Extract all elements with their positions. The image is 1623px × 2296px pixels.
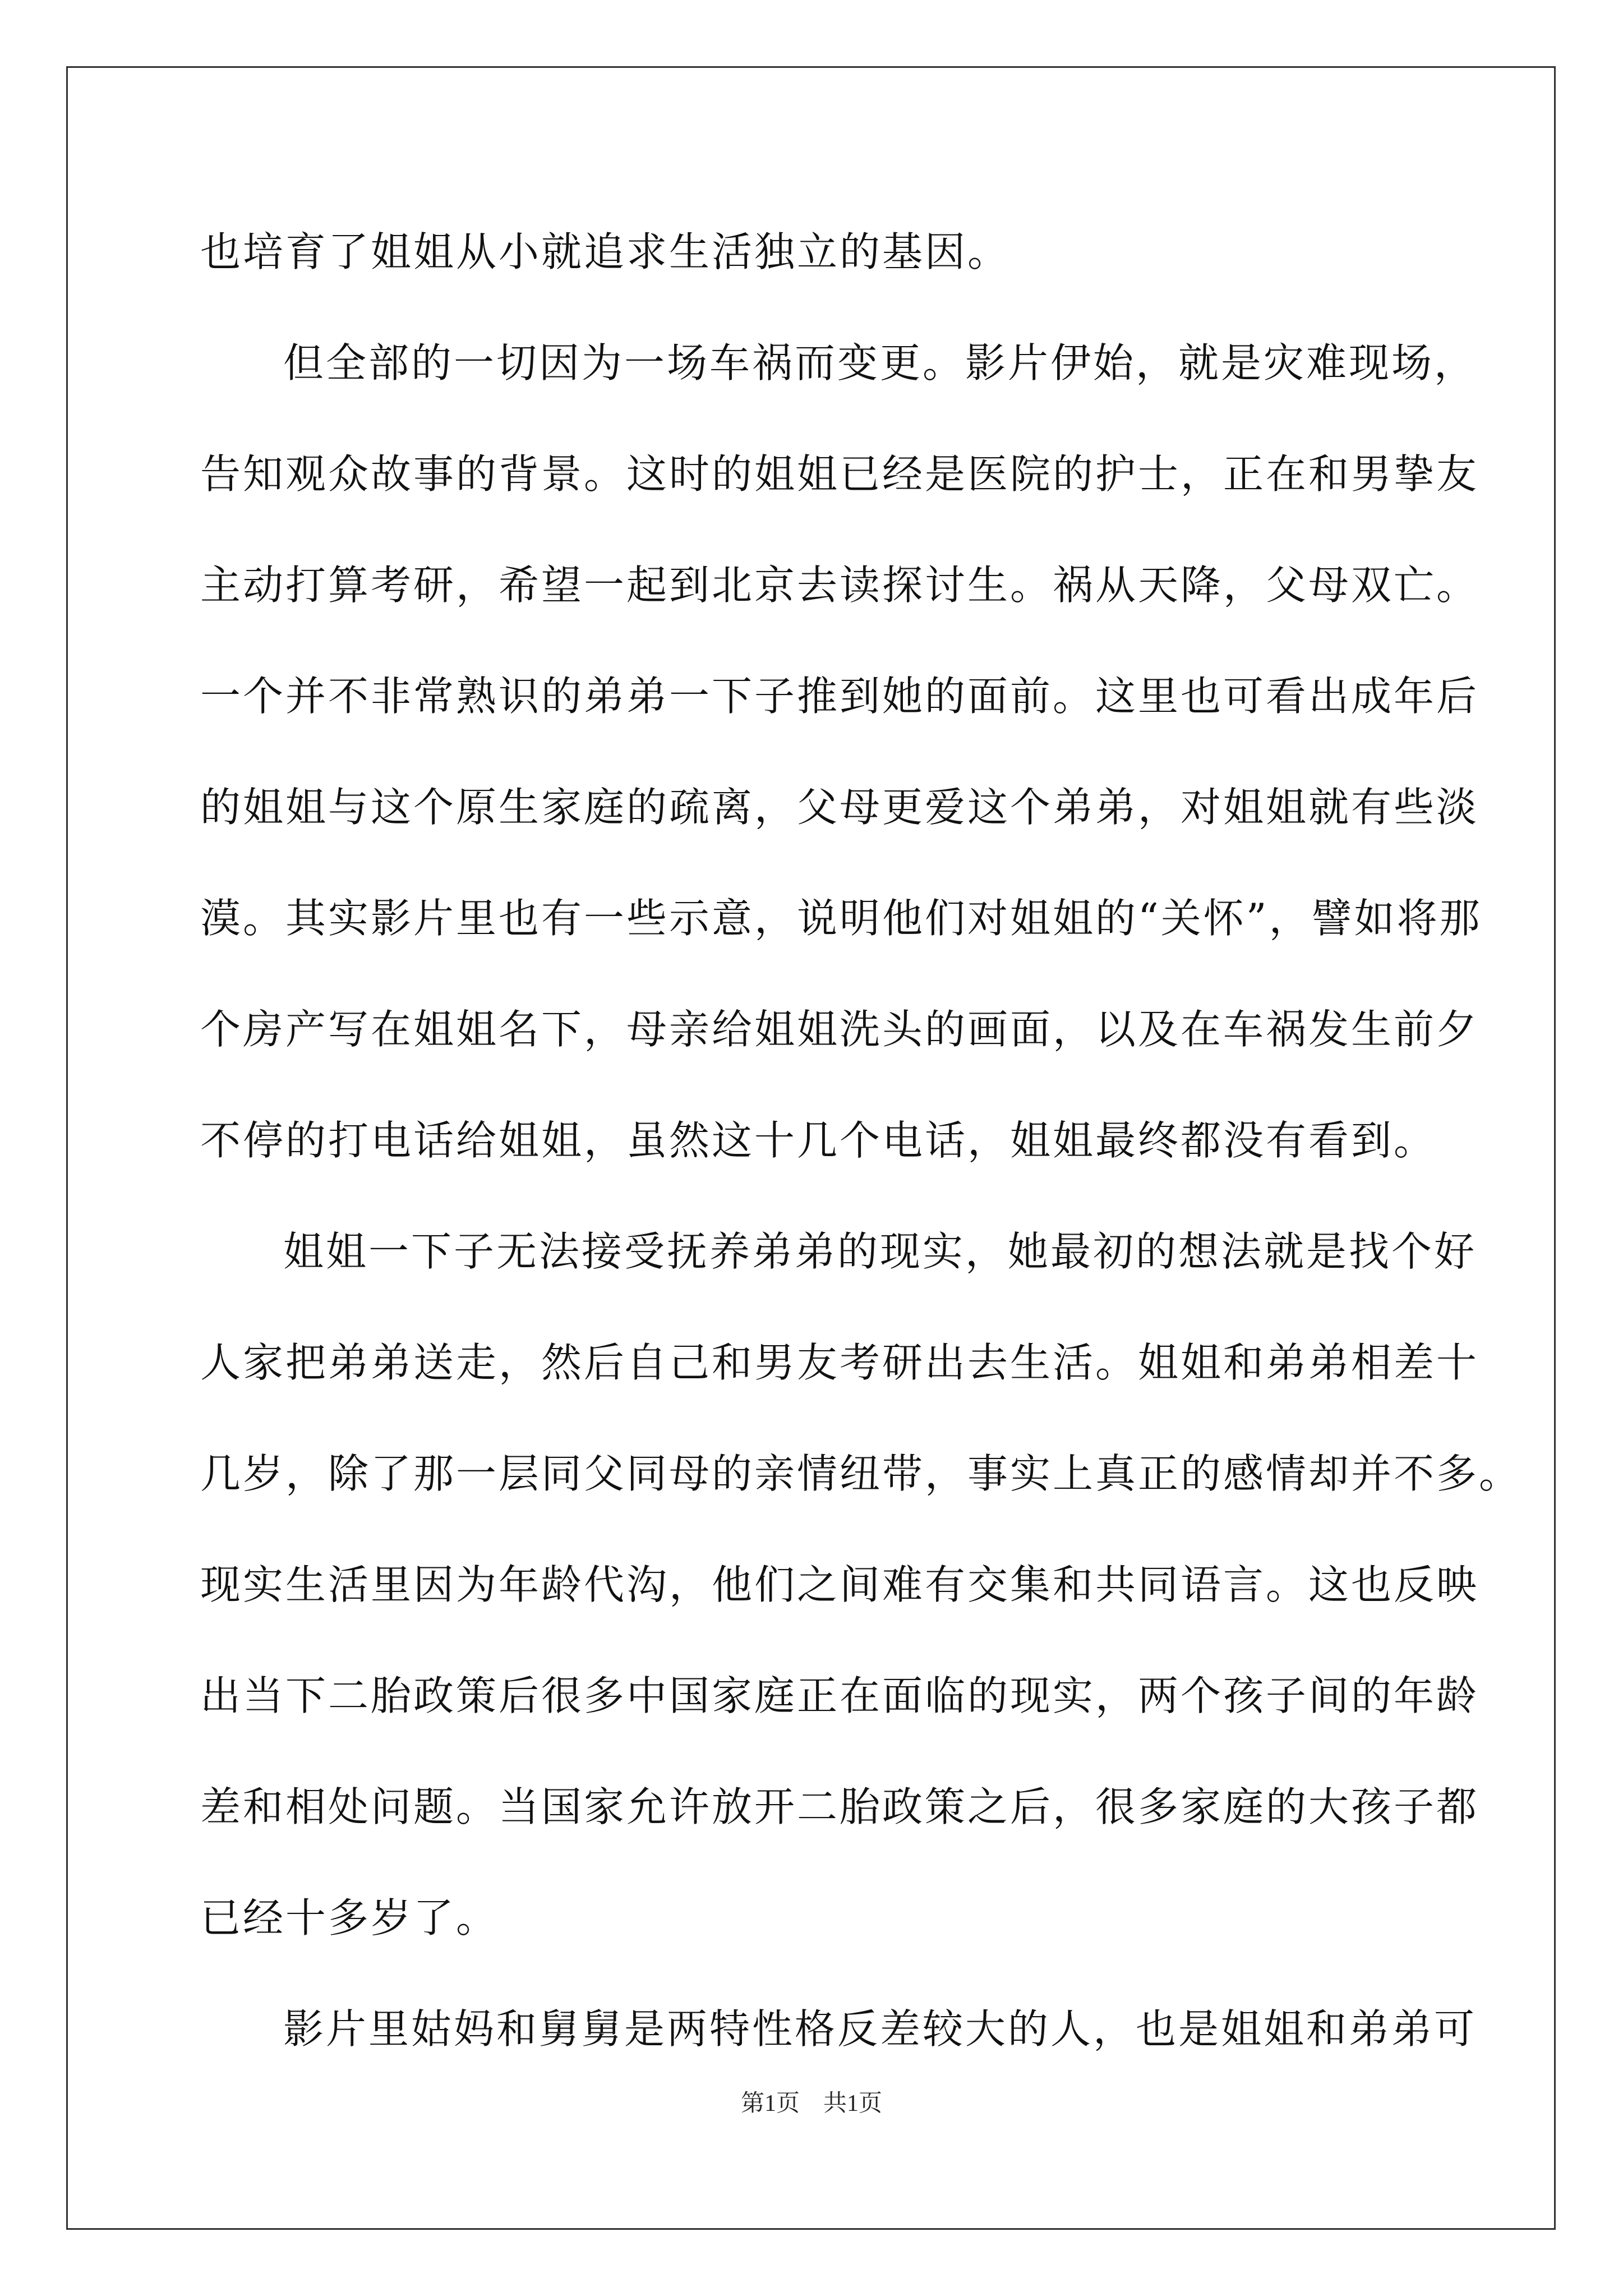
text-line: 影片里姑妈和舅舅是两特性格反差较大的人，也是姐姐和弟弟可 xyxy=(283,2005,1477,2053)
text-line: 人家把弟弟送走，然后自己和男友考研出去生活。姐姐和弟弟相差十 xyxy=(200,1339,1479,1386)
page-number-total: 共1页 xyxy=(823,2091,883,2116)
text-line: 现实生活里因为年龄代沟，他们之间难有交集和共同语言。这也反映 xyxy=(200,1561,1479,1608)
text-line: 主动打算考研，希望一起到北京去读探讨生。祸从天降，父母双亡。 xyxy=(200,562,1479,609)
text-line: 出当下二胎政策后很多中国家庭正在面临的现实，两个孩子间的年龄 xyxy=(200,1672,1479,1719)
text-line: 一个并不非常熟识的弟弟一下子推到她的面前。这里也可看出成年后 xyxy=(200,673,1479,720)
page-footer xyxy=(0,2087,1623,2120)
text-line: 也培育了姐姐从小就追求生活独立的基因。 xyxy=(200,228,1011,275)
text-line: 告知观众故事的背景。这时的姐姐已经是医院的护士，正在和男挚友 xyxy=(200,450,1479,498)
text-line: 漠。其实影片里也有一些示意，说明他们对姐姐的“关怀”，譬如将那 xyxy=(200,895,1482,942)
text-line: 差和相处问题。当国家允许放开二胎政策之后，很多家庭的大孩子都 xyxy=(200,1783,1479,1830)
page-number-current: 第1页 xyxy=(740,2091,800,2116)
text-line: 姐姐一下子无法接受抚养弟弟的现实，她最初的想法就是找个好 xyxy=(283,1228,1477,1275)
text-line: 但全部的一切因为一场车祸而变更。影片伊始，就是灾难现场， xyxy=(283,339,1477,386)
text-line: 个房产写在姐姐名下，母亲给姐姐洗头的画面，以及在车祸发生前夕 xyxy=(200,1006,1479,1053)
text-line: 不停的打电话给姐姐，虽然这十几个电话，姐姐最终都没有看到。 xyxy=(200,1117,1437,1164)
text-line: 的姐姐与这个原生家庭的疏离，父母更爱这个弟弟，对姐姐就有些淡 xyxy=(200,784,1479,831)
document-body xyxy=(200,196,1522,2085)
text-line: 已经十多岁了。 xyxy=(200,1894,499,1941)
text-line: 几岁，除了那一层同父同母的亲情纽带，事实上真正的感情却并不多。 xyxy=(200,1450,1522,1497)
